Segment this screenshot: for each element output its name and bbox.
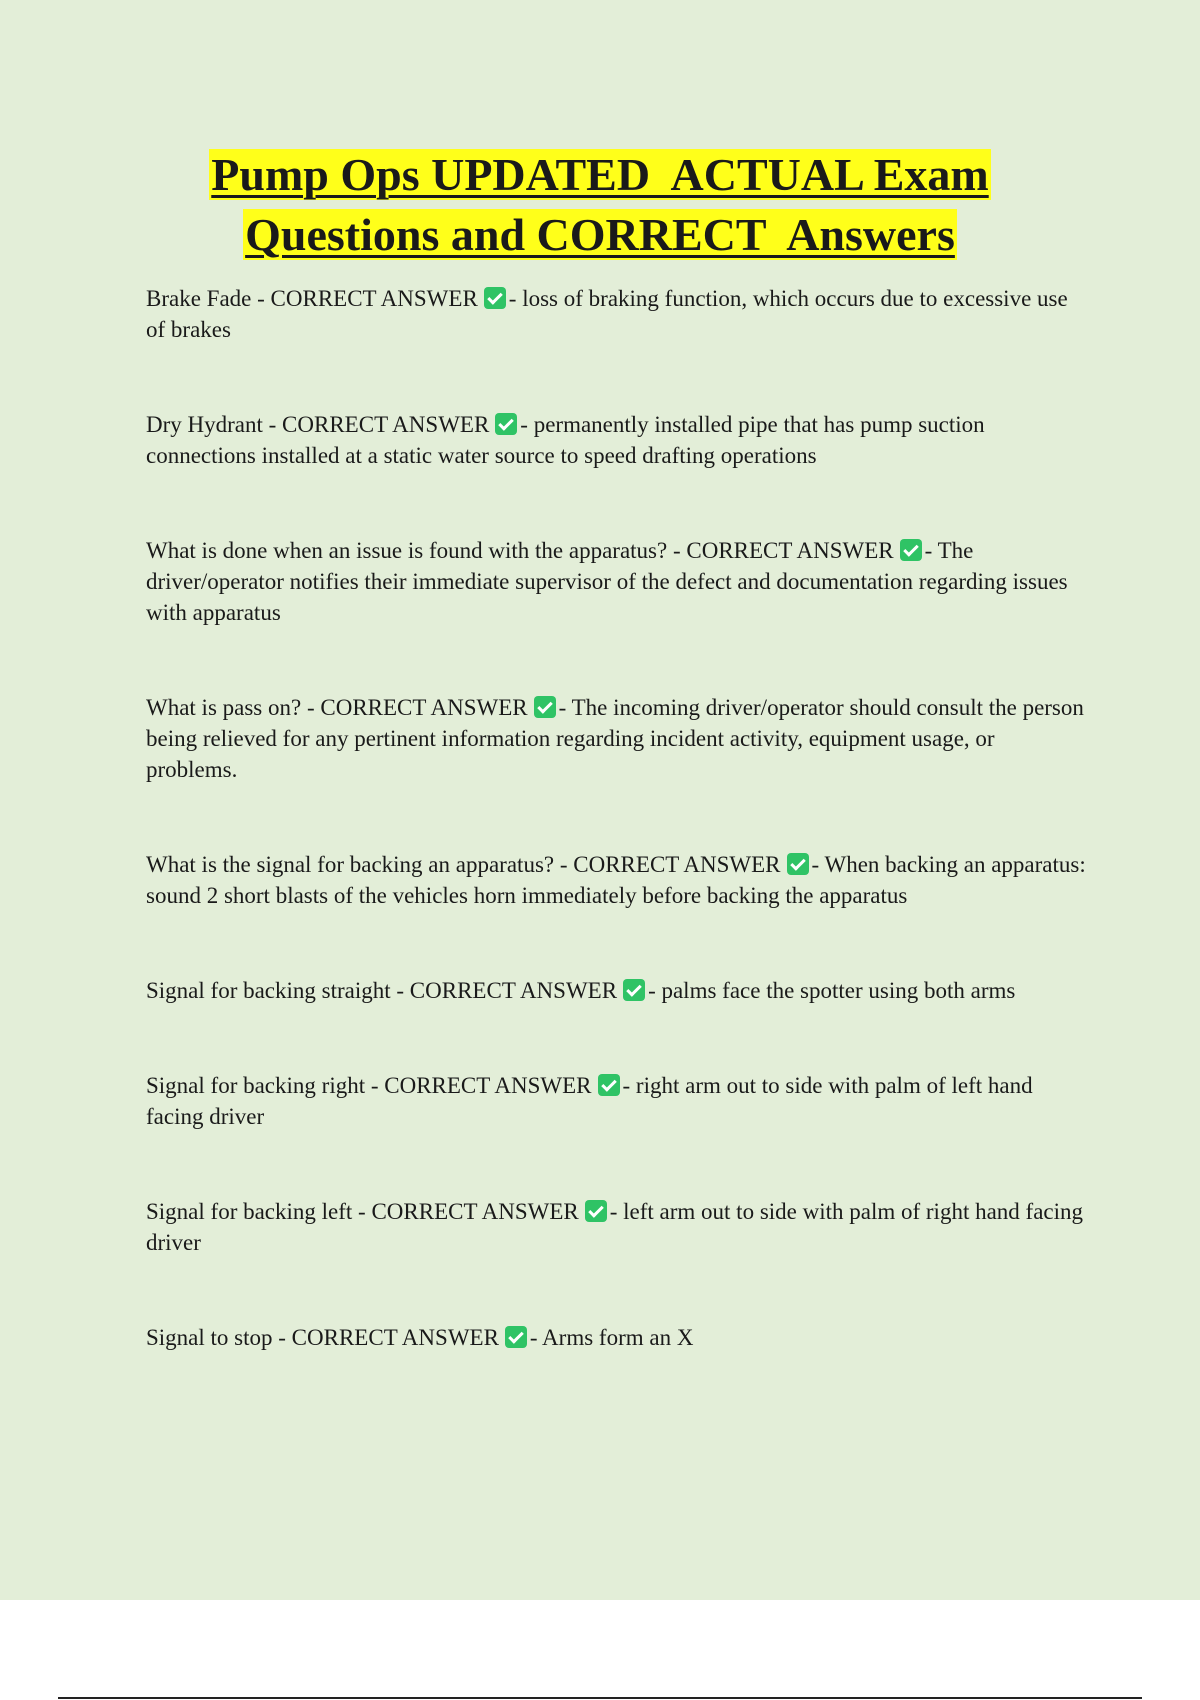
qa-entry: [146, 1070, 1086, 1132]
check-mark-icon: [598, 1074, 620, 1096]
qa-entry: [146, 849, 1086, 911]
check-mark-icon: [534, 696, 556, 718]
title-line-2-text: Questions and CORRECT Answers: [245, 209, 955, 260]
entry-question: Signal for backing left - CORRECT ANSWER: [146, 1199, 579, 1224]
qa-entry: [146, 692, 1086, 785]
entry-answer: - The driver/operator notifies their immediate supervisor of the defect and documentation regarding issues with apparatus: [146, 538, 1068, 625]
page-divider: [58, 1697, 1142, 1699]
title-line-1: [0, 145, 1200, 205]
entry-answer: - The incoming driver/operator should consult the person being relieved for any pertinent information regarding incident activity, equipment usage, or problems.: [146, 695, 1084, 782]
entry-answer: - Arms form an X: [529, 1325, 694, 1350]
title-line-2: [0, 205, 1200, 265]
entry-answer: - permanently installed pipe that has pump suction connections installed at a static water source to speed drafting operations: [146, 412, 985, 468]
check-mark-icon: [505, 1326, 527, 1348]
qa-entry: [146, 975, 1086, 1006]
entry-answer: - right arm out to side with palm of left hand facing driver: [146, 1073, 1033, 1129]
qa-entry: [146, 283, 1086, 345]
entry-answer: - loss of braking function, which occurs due to excessive use of brakes: [146, 286, 1068, 342]
entry-question: Dry Hydrant - CORRECT ANSWER: [146, 412, 490, 437]
check-mark-icon: [900, 539, 922, 561]
entry-question: Brake Fade - CORRECT ANSWER: [146, 286, 478, 311]
entry-answer: - left arm out to side with palm of right hand facing driver: [146, 1199, 1084, 1255]
check-mark-icon: [495, 413, 517, 435]
entry-question: What is pass on? - CORRECT ANSWER: [146, 695, 528, 720]
entry-question: Signal for backing right - CORRECT ANSWER: [146, 1073, 592, 1098]
entry-question: Signal for backing straight - CORRECT ANSWER: [146, 978, 618, 1003]
qa-entry: [146, 1322, 1086, 1353]
entry-question: Signal to stop - CORRECT ANSWER: [146, 1325, 499, 1350]
entry-answer: - When backing an apparatus: sound 2 short blasts of the vehicles horn immediately before backing the apparatus: [146, 852, 1086, 908]
title-line-1-text: Pump Ops UPDATED ACTUAL Exam: [211, 149, 989, 200]
entry-answer: - palms face the spotter using both arms: [648, 978, 1016, 1003]
entry-question: What is the signal for backing an apparatus? - CORRECT ANSWER: [146, 852, 781, 877]
check-mark-icon: [787, 853, 809, 875]
qa-list: [146, 283, 1086, 1353]
qa-entry: [146, 409, 1086, 471]
entry-question: What is done when an issue is found with the apparatus? - CORRECT ANSWER: [146, 538, 894, 563]
qa-entry: [146, 535, 1086, 628]
check-mark-icon: [484, 287, 506, 309]
check-mark-icon: [585, 1200, 607, 1222]
document-title: [0, 145, 1200, 265]
qa-entry: [146, 1196, 1086, 1258]
check-mark-icon: [623, 979, 645, 1001]
